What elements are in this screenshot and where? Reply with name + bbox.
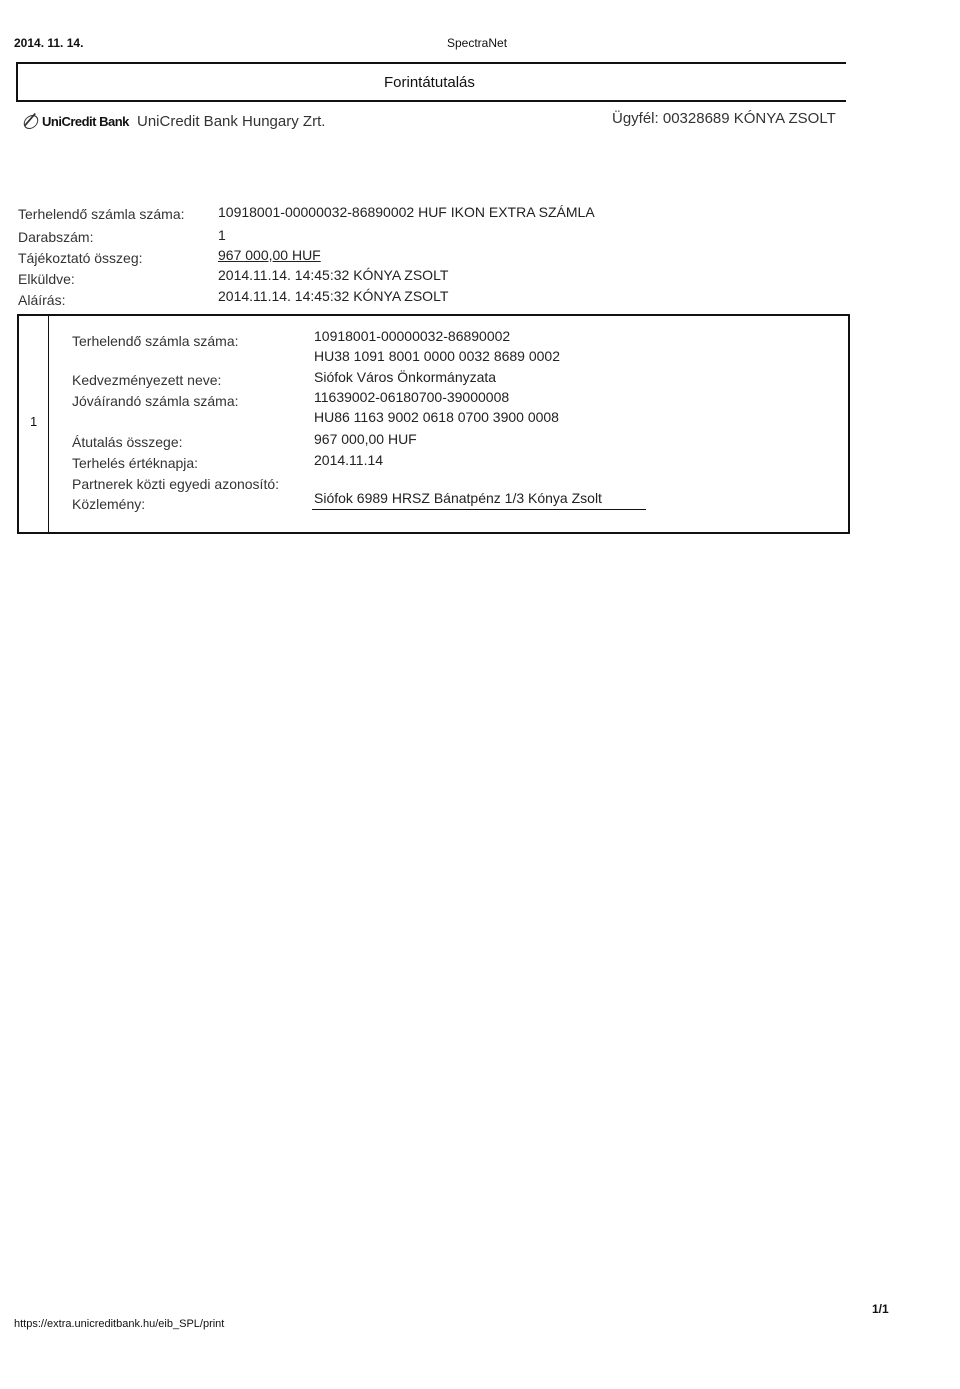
detail-value-value-date: 2014.11.14: [314, 452, 384, 468]
logo-text: UniCredit Bank: [42, 114, 129, 129]
page-title: Forintátutalás: [384, 74, 475, 91]
print-date: 2014. 11. 14.: [14, 36, 84, 50]
footer-url: https://extra.unicreditbank.hu/eib_SPL/print: [14, 1318, 225, 1330]
app-name: SpectraNet: [447, 36, 508, 50]
summary-value-sent: 2014.11.14. 14:45:32 KÓNYA ZSOLT: [218, 267, 449, 283]
detail-label-remark: Közlemény:: [72, 496, 146, 512]
summary-value-debit-account: 10918001-00000032-86890002 HUF IKON EXTRA SZÁMLA: [218, 204, 595, 220]
detail-label-debit-account: Terhelendő számla száma:: [72, 333, 239, 349]
detail-value-beneficiary: Siófok Város Önkormányzata: [314, 369, 497, 385]
detail-label-amount: Átutalás összege:: [72, 434, 183, 450]
summary-value-amount: 967 000,00 HUF: [218, 247, 321, 263]
detail-value-amount: 967 000,00 HUF: [314, 431, 417, 447]
summary-value-signature: 2014.11.14. 14:45:32 KÓNYA ZSOLT: [218, 288, 449, 304]
detail-divider: [48, 316, 49, 532]
client-info: Ügyfél: 00328689 KÓNYA ZSOLT: [612, 110, 836, 127]
remark-underline: [312, 509, 646, 510]
detail-value-credit-account: 11639002-06180700-39000008: [314, 389, 510, 405]
bank-name: UniCredit Bank Hungary Zrt.: [137, 113, 326, 130]
summary-label-count: Darabszám:: [18, 229, 94, 245]
summary-label-debit-account: Terhelendő számla száma:: [18, 206, 185, 222]
summary-value-count: 1: [218, 227, 226, 243]
unicredit-logo-icon: [22, 115, 40, 129]
bank-logo: [24, 114, 129, 129]
detail-value-debit-iban: HU38 1091 8001 0000 0032 8689 0002: [314, 348, 560, 364]
summary-label-amount: Tájékoztató összeg:: [18, 250, 143, 266]
detail-value-debit-account: 10918001-00000032-86890002: [314, 328, 511, 344]
detail-label-credit-account: Jóváírandó számla száma:: [72, 393, 239, 409]
detail-value-remark: Siófok 6989 HRSZ Bánatpénz 1/3 Kónya Zsolt: [314, 490, 602, 506]
page-counter: 1/1: [872, 1302, 889, 1316]
detail-label-partner-id: Partnerek közti egyedi azonosító:: [72, 476, 280, 492]
summary-label-signature: Aláírás:: [18, 292, 66, 308]
detail-label-value-date: Terhelés értéknapja:: [72, 455, 199, 471]
row-number: 1: [30, 414, 38, 429]
summary-label-sent: Elküldve:: [18, 271, 75, 287]
detail-label-beneficiary: Kedvezményezett neve:: [72, 372, 222, 388]
detail-value-credit-iban: HU86 1163 9002 0618 0700 3900 0008: [314, 409, 559, 425]
